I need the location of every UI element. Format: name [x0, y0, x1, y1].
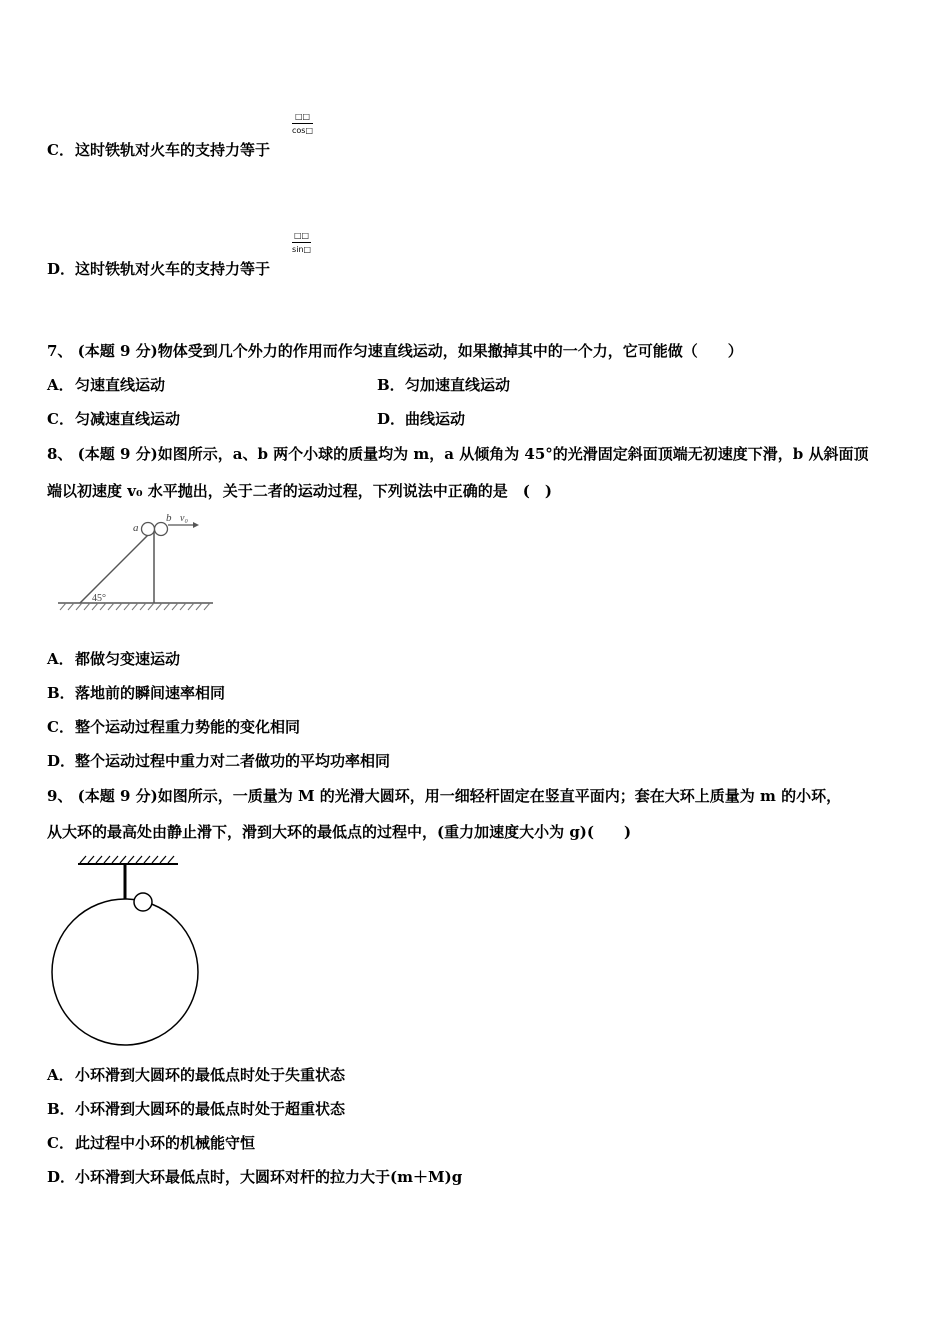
q8-stem-line-1: 8、 (本题 9 分)如图所示，a、b 两个小球的质量均为 m，a 从倾角为 45°的光滑固定斜面顶端无初速度下滑，b 从斜面顶 [47, 445, 869, 463]
q7-option-a[interactable] [47, 375, 165, 395]
q9-stem-line-2: 从大环的最高处由静止滑下，滑到大环的最低点的过程中，(重力加速度大小为 g)( ) [47, 823, 632, 841]
q6-d-fraction [292, 230, 311, 255]
option-text: 小环滑到大圆环的最低点时处于失重状态 [75, 1066, 346, 1084]
ceiling-hatching [80, 856, 174, 863]
option-text: 这时铁轨对火车的支持力等于 [75, 260, 271, 278]
q7-option-d[interactable] [377, 409, 465, 429]
option-text: 此过程中小环的机械能守恒 [75, 1134, 256, 1152]
q9-option-d[interactable] [47, 1167, 462, 1187]
option-text: 都做匀变速运动 [75, 650, 181, 668]
q9-ring-figure [45, 852, 210, 1052]
option-text: 匀加速直线运动 [405, 376, 511, 394]
fraction-numerator: □□ [292, 111, 313, 124]
option-text: 小环滑到大环最低点时，大圆环对杆的拉力大于(m＋M)g [75, 1168, 463, 1186]
option-label: C． [47, 410, 74, 428]
option-label: B． [377, 376, 405, 394]
fraction-denominator: sin□ [292, 245, 312, 254]
option-label: C． [47, 141, 74, 159]
q8-stem-line-2: 端以初速度 v₀ 水平抛出，关于二者的运动过程，下列说法中正确的是 ( ) [47, 482, 552, 500]
option-label: D． [377, 410, 406, 428]
option-label: C． [47, 1134, 74, 1152]
option-text: 小环滑到大圆环的最低点时处于超重状态 [75, 1100, 346, 1118]
large-ring [52, 899, 198, 1045]
option-text: 整个运动过程中重力对二者做功的平均功率相同 [75, 752, 391, 770]
option-label: D． [47, 752, 76, 770]
label-v0: v₀ [180, 513, 188, 524]
q6-option-d[interactable] [47, 259, 270, 279]
label-b: b [166, 512, 172, 524]
option-text: 这时铁轨对火车的支持力等于 [75, 141, 271, 159]
label-a: a [133, 522, 139, 534]
q9-option-a[interactable] [47, 1065, 345, 1085]
option-label: D． [47, 260, 76, 278]
option-label: C． [47, 718, 74, 736]
q7-option-c[interactable] [47, 409, 180, 429]
velocity-arrow-head [193, 522, 199, 528]
q7-option-b[interactable] [377, 375, 510, 395]
q7-stem: 7、 (本题 9 分)物体受到几个外力的作用而作匀速直线运动，如果撤掉其中的一个力，它可能做（ ） [47, 342, 743, 360]
ball-a [142, 523, 155, 536]
q6-option-c[interactable] [47, 140, 270, 160]
incline-slope [80, 529, 154, 603]
fraction-numerator: □□ [292, 230, 311, 243]
q8-incline-figure [50, 510, 220, 620]
fraction-denominator: cos□ [292, 126, 314, 135]
q8-option-a[interactable] [47, 649, 180, 669]
q8-option-c[interactable] [47, 717, 300, 737]
ball-b [155, 523, 168, 536]
q9-stem-line-1: 9、 (本题 9 分)如图所示，一质量为 M 的光滑大圆环，用一细轻杆固定在竖直平面内；套在大环上质量为 m 的小环， [47, 787, 842, 805]
option-label: B． [47, 1100, 75, 1118]
option-text: 匀减速直线运动 [75, 410, 181, 428]
option-label: D． [47, 1168, 76, 1186]
q8-option-b[interactable] [47, 683, 225, 703]
option-text: 整个运动过程重力势能的变化相同 [75, 718, 301, 736]
option-text: 落地前的瞬间速率相同 [75, 684, 226, 702]
small-ring [134, 893, 152, 911]
option-text: 匀速直线运动 [75, 376, 166, 394]
option-text: 曲线运动 [405, 410, 466, 428]
option-label: A． [47, 1066, 74, 1084]
q9-option-b[interactable] [47, 1099, 345, 1119]
option-label: B． [47, 684, 75, 702]
label-angle: 45° [92, 593, 106, 604]
q9-option-c[interactable] [47, 1133, 255, 1153]
q6-c-fraction [292, 111, 313, 136]
q8-option-d[interactable] [47, 751, 390, 771]
option-label: A． [47, 650, 74, 668]
option-label: A． [47, 376, 74, 394]
